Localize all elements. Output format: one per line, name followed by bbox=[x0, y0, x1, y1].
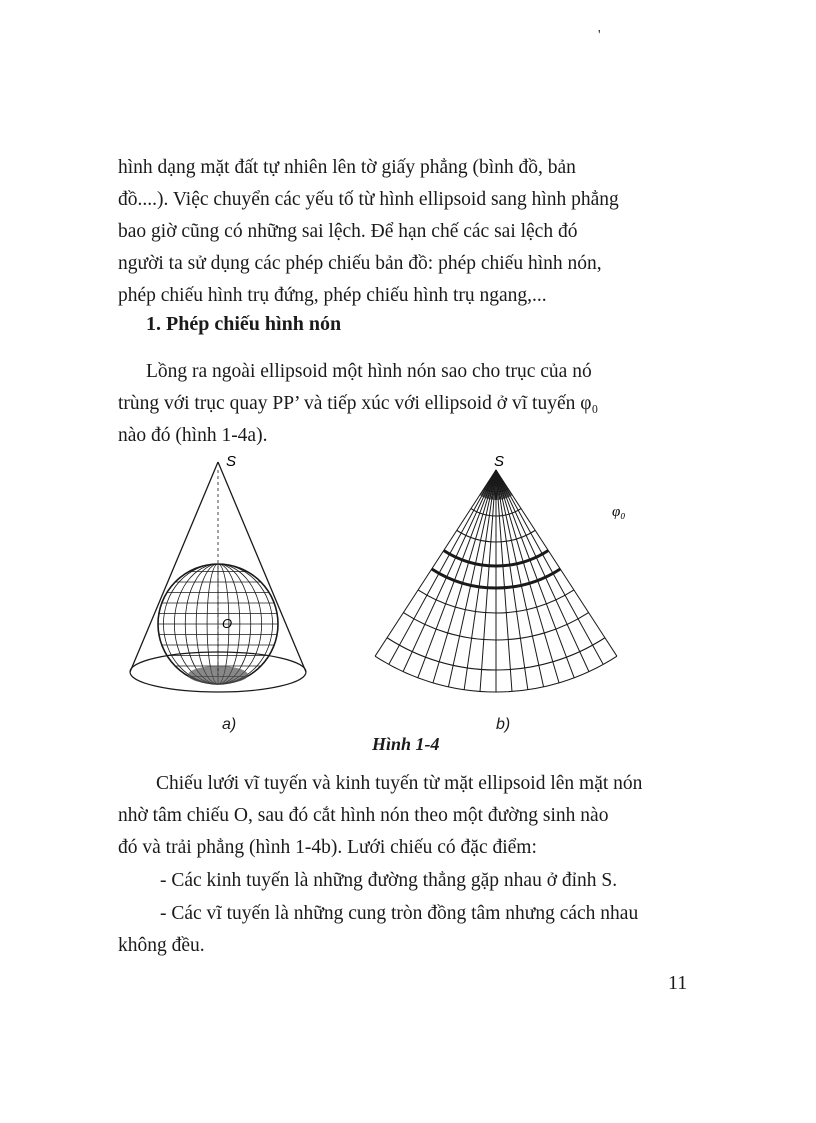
fan-meridian bbox=[496, 470, 528, 690]
fan-meridian bbox=[496, 470, 589, 672]
bullet-meridians: - Các kinh tuyến là những đường thẳng gặp nhau ở đỉnh S. bbox=[160, 870, 618, 891]
text-line: đó và trải phẳng (hình 1-4b). Lưới chiếu có đặc điểm: bbox=[118, 837, 537, 858]
text-line: - Các vĩ tuyến là những cung tròn đồng tâm nhưng cách nhau bbox=[160, 903, 639, 924]
label-o: O bbox=[222, 616, 233, 631]
top-mark: ' bbox=[598, 28, 601, 43]
text-line: bao giờ cũng có những sai lệch. Để hạn chế các sai lệch đó bbox=[118, 221, 578, 242]
text-line: Lồng ra ngoài ellipsoid một hình nón sao cho trục của nó bbox=[146, 361, 592, 382]
page-number: 11 bbox=[668, 972, 688, 994]
fan-meridian bbox=[496, 470, 603, 664]
bullet-parallels bbox=[118, 898, 688, 962]
fan-meridian bbox=[464, 470, 496, 690]
label-s-b: S bbox=[494, 453, 505, 470]
paragraph-projection bbox=[118, 768, 678, 864]
text-line: người ta sử dụng các phép chiếu bản đồ: phép chiếu hình nón, bbox=[118, 253, 602, 274]
fan-meridian bbox=[480, 470, 496, 691]
text-line: hình dạng mặt đất tự nhiên lên tờ giấy phẳng (bình đồ, bản bbox=[118, 157, 576, 178]
label-phi: φ₀ bbox=[612, 504, 626, 520]
fan-meridian bbox=[389, 470, 496, 664]
label-s-a: S bbox=[226, 453, 237, 470]
subfigure-a-label: a) bbox=[222, 716, 237, 733]
figure-caption: Hình 1-4 bbox=[372, 734, 440, 754]
text-line: Chiếu lưới vĩ tuyến và kinh tuyến từ mặt ellipsoid lên mặt nón bbox=[156, 773, 643, 794]
text-line: trùng với trục quay PP’ và tiếp xúc với ellipsoid ở vĩ tuyến φ₀ bbox=[118, 393, 599, 414]
text-line: không đều. bbox=[118, 935, 205, 956]
text-line: nào đó (hình 1-4a). bbox=[118, 425, 268, 446]
fan-meridian bbox=[403, 470, 496, 672]
text-line: nhờ tâm chiếu O, sau đó cắt hình nón theo một đường sinh nào bbox=[118, 805, 609, 826]
text-line: đồ....). Việc chuyển các yếu tố từ hình ellipsoid sang hình phẳng bbox=[118, 189, 619, 210]
fan-meridian bbox=[496, 470, 512, 691]
subfigure-b-label: b) bbox=[496, 716, 511, 733]
section-heading: 1. Phép chiếu hình nón bbox=[146, 313, 342, 335]
developed-cone-diagram bbox=[375, 470, 617, 692]
cone-globe-diagram bbox=[130, 462, 306, 692]
text-line: phép chiếu hình trụ đứng, phép chiếu hình trụ ngang,... bbox=[118, 285, 547, 306]
